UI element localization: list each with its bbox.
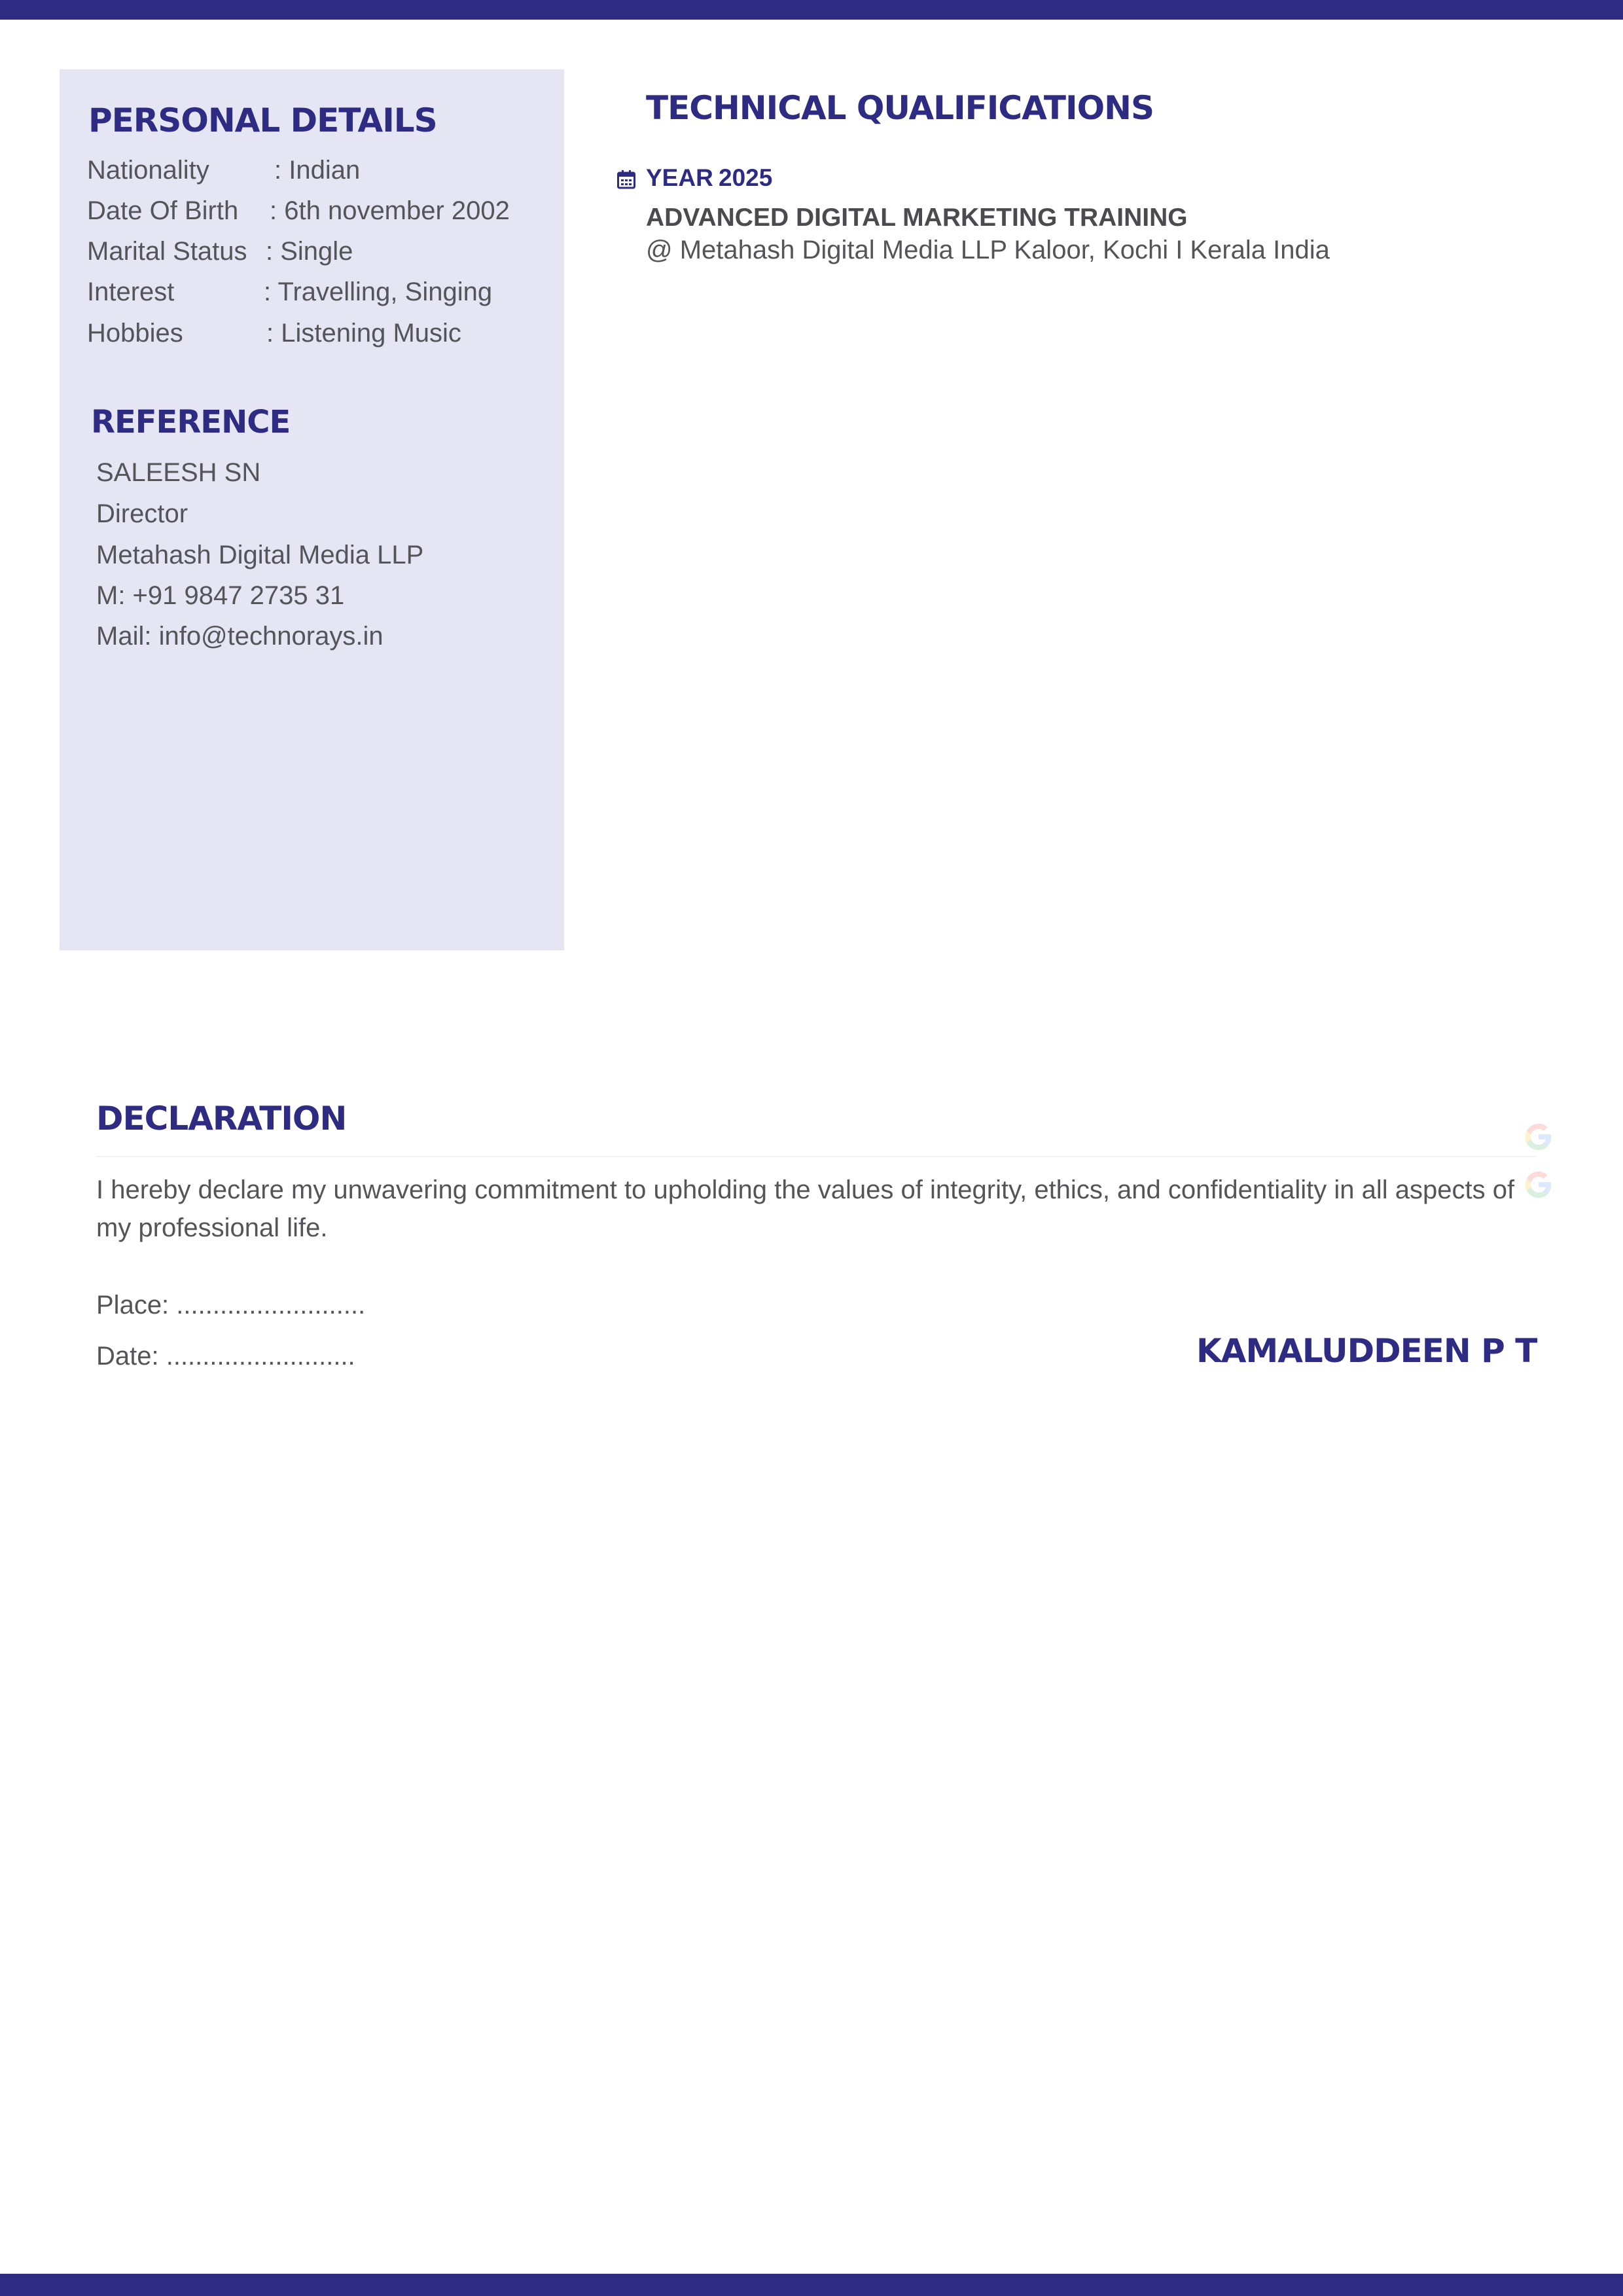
detail-label: Hobbies — [87, 319, 183, 348]
reference-name: SALEESH SN — [96, 458, 261, 487]
date-field: Date: .......................... — [96, 1342, 355, 1371]
place-field: Place: .......................... — [96, 1291, 366, 1319]
detail-value: : Listening Music — [266, 319, 461, 348]
signature-name: KAMALUDDEEN P T — [1196, 1332, 1537, 1370]
detail-label: Date Of Birth — [87, 196, 239, 225]
declaration-text: I hereby declare my unwavering commitment to upholding the values of integrity, ethics, and confidentiality in all aspects of my professional life. — [96, 1175, 1515, 1242]
year-label: YEAR — [646, 164, 713, 191]
detail-value: : Travelling, Singing — [264, 278, 493, 306]
course-title: ADVANCED DIGITAL MARKETING TRAINING — [646, 204, 1188, 232]
top-accent-bar — [0, 0, 1623, 20]
declaration-divider — [96, 1156, 1536, 1157]
bottom-accent-bar — [0, 2274, 1623, 2296]
detail-label: Marital Status — [87, 237, 247, 266]
detail-value: : Indian — [274, 156, 361, 185]
detail-label: Interest — [87, 278, 175, 306]
reference-email: Mail: info@technorays.in — [96, 622, 383, 651]
calendar-icon — [617, 170, 635, 189]
detail-value: : Single — [266, 237, 353, 266]
reference-phone: M: +91 9847 2735 31 — [96, 581, 345, 610]
detail-label: Nationality — [87, 156, 209, 185]
detail-value: : 6th november 2002 — [270, 196, 510, 225]
reference-heading: REFERENCE — [91, 404, 291, 440]
course-institution: @ Metahash Digital Media LLP Kaloor, Kochi I Kerala India — [646, 236, 1330, 264]
personal-details-heading: PERSONAL DETAILS — [88, 101, 437, 139]
google-icon — [1524, 1170, 1554, 1200]
declaration-heading: DECLARATION — [96, 1100, 347, 1138]
reference-company: Metahash Digital Media LLP — [96, 541, 424, 569]
google-icon — [1524, 1122, 1554, 1152]
technical-qualifications-heading: TECHNICAL QUALIFICATIONS — [646, 89, 1154, 127]
year-value: 2025 — [719, 164, 773, 191]
reference-role: Director — [96, 499, 188, 528]
